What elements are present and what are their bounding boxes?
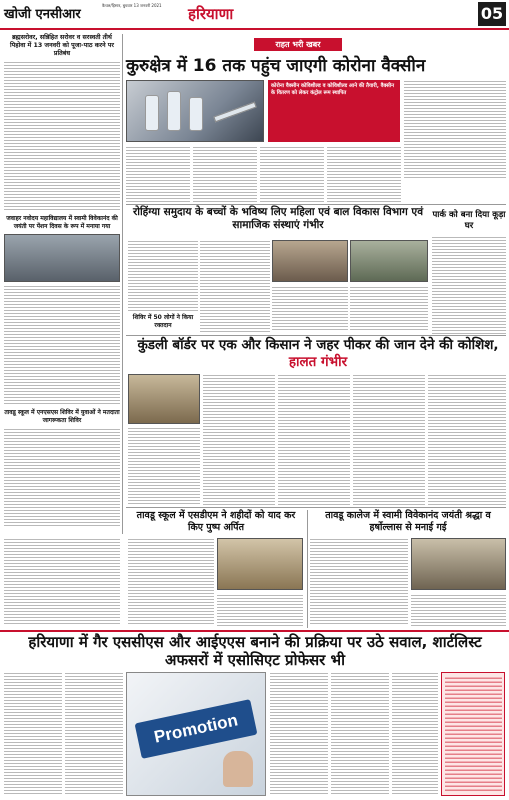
highlight-box	[268, 80, 400, 142]
column-divider	[307, 510, 308, 628]
rohingya-photo-2	[350, 240, 428, 282]
main-story-body-3	[260, 146, 324, 202]
syringe-icon	[213, 102, 256, 123]
promotion-photo	[126, 672, 266, 796]
section-divider	[126, 204, 506, 205]
rohingya-body-1	[128, 240, 198, 312]
left-story1-title: ब्रह्मसरोवर, सन्निहित सरोवर व सरस्वती तीर्थ पिहोवा में 13 जनवरी को पूजा-पाठ करने पर प्रतिबंध	[10, 34, 114, 57]
left-story2-body	[4, 285, 120, 405]
promotion-word: Promotion	[152, 710, 240, 747]
bottom-sidebar-lines	[445, 676, 502, 792]
bottom-sidebar-box	[441, 672, 505, 796]
bottom-body-5	[392, 672, 438, 796]
main-headline: कुरुक्षेत्र में 16 तक पहुंच जाएगी कोरोना वैक्सीन	[126, 56, 426, 76]
tauru-school-body-2	[217, 594, 303, 626]
bottom-body-4	[331, 672, 389, 796]
edition-title: हरियाणा	[188, 5, 234, 23]
page-number: 05	[480, 4, 504, 23]
tauru-school-body-1	[128, 538, 214, 626]
kundli-body-4	[353, 374, 425, 505]
vial-icon	[189, 97, 203, 131]
left-story3-body	[4, 428, 120, 528]
kundli-body-3	[278, 374, 350, 505]
main-story-body-right	[404, 80, 506, 180]
bottom-body-2	[65, 672, 123, 796]
promotion-sign	[135, 699, 258, 759]
kundli-photo	[128, 374, 200, 424]
left-story2-title: जवाहर नवोदय महाविद्यालय में स्वामी विवेकानंद की जयंती पर पेंशन दिवस के रूप में मनाया गया	[6, 215, 118, 230]
section-divider	[126, 507, 506, 508]
tauru-school-photo	[217, 538, 303, 590]
rohingya-body-3	[272, 286, 348, 332]
rohingya-body-4	[350, 286, 428, 332]
banner-label: राहत भरी खबर	[275, 40, 321, 49]
banner	[254, 38, 342, 51]
paper-name: खोजी एनसीआर	[4, 7, 81, 22]
vial-icon	[167, 91, 181, 131]
tauru-college-body-2	[411, 594, 506, 626]
rohingya-headline: रोहिंग्या समुदाय के बच्चों के भविष्य लिए महिला एवं बाल विकास विभाग एवं सामाजिक संस्थाएं गंभीर	[132, 206, 424, 231]
kundli-body-1	[128, 427, 200, 505]
left-story3-title: तावडू स्कूल में एनएसएस शिविर में युवाओं ने मतदाता जागरूकता शिविर	[4, 409, 120, 424]
main-story-body-4	[327, 146, 401, 202]
vaccine-photo	[126, 80, 264, 142]
tauru-school-headline: तावडू स्कूल में एसडीएम ने शहीदों को याद कर किए पुष्प अर्पित	[136, 510, 296, 533]
main-story-body-2	[193, 146, 257, 202]
blood-camp-headline: शिविर में 50 लोगों ने किया रक्तदान	[132, 314, 194, 329]
left-column	[4, 34, 120, 534]
masthead	[0, 0, 509, 30]
kundli-body-5	[428, 374, 506, 505]
kundli-headline	[130, 337, 506, 371]
tauru-college-body-1	[310, 538, 408, 626]
page-number-box	[478, 2, 506, 26]
tauru-college-photo	[411, 538, 506, 590]
vial-icon	[145, 95, 159, 131]
rohingya-body-2	[200, 240, 270, 332]
park-headline: पार्क को बना दिया कूड़ा घर	[432, 210, 506, 231]
dateline: कैथल/हिसार, बुधवार 13 जनवरी 2021	[102, 3, 162, 8]
bottom-body-3	[270, 672, 328, 796]
hand-icon	[223, 751, 253, 787]
main-story-body-1	[126, 146, 190, 202]
kundli-body-2	[203, 374, 275, 505]
left-story3-body-cont	[4, 538, 120, 626]
rohingya-photo-1	[272, 240, 348, 282]
tauru-college-headline: तावडू कालेज में स्वामी विवेकानंद जयंती श्रद्धा व हर्षोल्लास से मनाई गई	[325, 510, 491, 533]
column-divider	[122, 34, 123, 534]
section-divider	[126, 335, 506, 336]
left-story1-body	[4, 61, 120, 211]
bottom-headline: हरियाणा में गैर एससीएस और आईएएस बनाने की प्रक्रिया पर उठे सवाल, शार्टलिस्ट अफसरों में एसोसिएट प्रोफेसर भी	[28, 633, 482, 669]
kundli-headline-main: कुंडली बॉर्डर पर एक और किसान ने जहर पीकर की जान देने की कोशिश,	[137, 337, 499, 353]
left-story2-photo	[4, 234, 120, 282]
park-story-body	[432, 236, 506, 336]
highlight-text: कोरोना वैक्सीन कोविशील्ड व कोविशील्ड आने की तैयारी, वैक्सीन के वितरण को लेकर कंट्रोल रूम स्थापित	[271, 83, 395, 96]
section-divider	[0, 630, 509, 632]
bottom-body-1	[4, 672, 62, 796]
kundli-headline-red: हालत गंभीर	[288, 354, 348, 370]
